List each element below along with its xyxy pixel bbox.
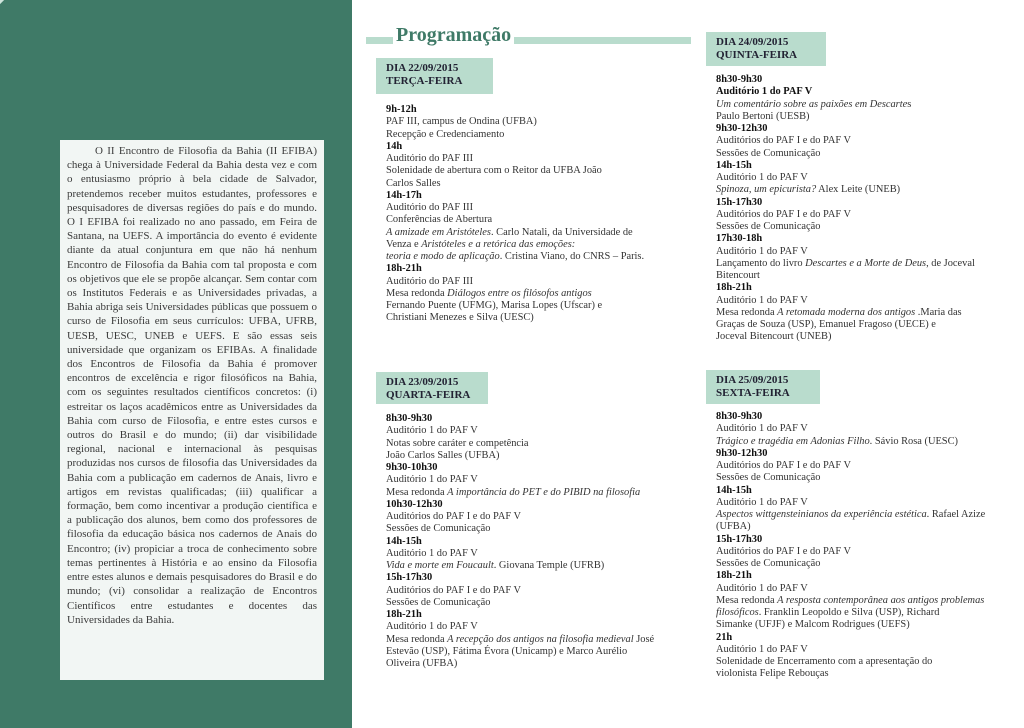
activity: Carlos Salles bbox=[386, 177, 441, 189]
day-schedule-25 bbox=[716, 411, 996, 681]
day-date: DIA 25/09/2015 bbox=[716, 374, 789, 386]
time-slot: 15h-17h30 bbox=[716, 533, 763, 545]
day-schedule-22 bbox=[386, 104, 666, 325]
location: Auditório 1 do PAF V bbox=[716, 496, 808, 508]
day-header-25 bbox=[706, 370, 820, 404]
day-weekday: QUINTA-FEIRA bbox=[716, 49, 798, 61]
activity-line bbox=[716, 184, 996, 196]
speaker: Alex Leite (UNEB) bbox=[816, 184, 901, 196]
activity-line bbox=[716, 595, 996, 607]
activity-line bbox=[716, 509, 996, 521]
time-slot: 14h-17h bbox=[386, 189, 422, 201]
talk-title: A resposta contemporânea aos antigos problemas bbox=[777, 594, 985, 606]
time-slot: 18h-21h bbox=[716, 282, 752, 294]
time-slot: 21h bbox=[716, 631, 733, 643]
speaker: (UFBA) bbox=[716, 521, 751, 533]
activity: Sessões de Comunicação bbox=[386, 596, 491, 608]
talk-title: filosóficos bbox=[716, 607, 759, 618]
day-date: DIA 24/09/2015 bbox=[716, 36, 789, 48]
location: Auditórios do PAF I e do PAF V bbox=[716, 460, 852, 471]
talk-title: Diálogos entre os filósofos antigos bbox=[447, 287, 592, 299]
location: Auditório do PAF III bbox=[386, 275, 474, 287]
activity-line bbox=[386, 634, 666, 646]
speaker: José bbox=[633, 633, 655, 645]
activity: Sessões de Comunicação bbox=[386, 523, 491, 535]
location: Auditório 1 do PAF V bbox=[716, 643, 808, 655]
speakers: Joceval Bitencourt (UNEB) bbox=[716, 331, 832, 343]
time-slot: 15h-17h30 bbox=[386, 572, 433, 584]
speakers: Oliveira (UFBA) bbox=[386, 658, 458, 669]
activity-line bbox=[386, 487, 666, 499]
talk-title: Aspectos wittgensteinianos da experiência estética bbox=[716, 509, 927, 520]
activity: Solenidade de abertura com o Reitor da UFBA João bbox=[386, 165, 602, 177]
location: Auditórios do PAF I e do PAF V bbox=[386, 584, 522, 596]
speakers: Simanke (UFJF) e Malcom Rodrigues (UEFS) bbox=[716, 619, 910, 631]
time-slot: 14h-15h bbox=[386, 535, 422, 547]
decorative-stripe bbox=[0, 0, 76, 27]
talk-title: Vida e morte em Foucault bbox=[386, 560, 494, 571]
time-slot: 9h-12h bbox=[386, 104, 417, 115]
time-slot: 18h-21h bbox=[386, 609, 422, 620]
speakers: Graças de Souza (USP), Emanuel Fragoso (UECE) e bbox=[716, 319, 936, 330]
speaker: . Rafael Azize bbox=[926, 509, 986, 520]
location: Auditórios do PAF I e do PAF V bbox=[716, 208, 852, 220]
talk-title: Um comentário sobre as paixões em Descarte bbox=[716, 98, 908, 110]
activity-line bbox=[716, 436, 996, 448]
location: Auditórios do PAF I e do PAF V bbox=[716, 135, 852, 147]
location: Auditórios do PAF I e do PAF V bbox=[716, 545, 852, 557]
talk-title: Aristóteles e a retórica das emoções: bbox=[421, 238, 576, 250]
day-weekday: TERÇA-FEIRA bbox=[386, 75, 463, 87]
activity-line bbox=[386, 560, 666, 572]
activity: Notas sobre caráter e competência bbox=[386, 437, 529, 449]
location: Auditório 1 do PAF V bbox=[386, 425, 478, 437]
location: Auditórios do PAF I e do PAF V bbox=[386, 511, 522, 522]
activity: Conferências de Abertura bbox=[386, 214, 493, 226]
speakers: Christiani Menezes e Silva (UESC) bbox=[386, 312, 534, 324]
speakers: . Franklin Leopoldo e Silva (USP), Richard bbox=[758, 607, 940, 618]
time-slot: 18h-21h bbox=[386, 263, 422, 275]
day-header-23 bbox=[376, 372, 488, 404]
day-schedule-24 bbox=[716, 74, 996, 344]
day-weekday: QUARTA-FEIRA bbox=[386, 389, 471, 401]
talk-title: Spinoza, um epicurista? bbox=[716, 184, 817, 196]
speaker: . Sávio Rosa (UESC) bbox=[869, 435, 958, 447]
location: Auditório 1 do PAF V bbox=[386, 621, 478, 633]
intro-text: O II Encontro de Filosofia da Bahia (II EFIBA) chega à Universidade Federal da Bahia desta vez e com o entusiasmo próprio à bela cidade de Salvador, pretendemos receber muitos estudantes, professores e pesquisadores de diversas regiões do país e do mundo. O I EFIBA foi realizado no ano passado, em Feira de Santana, na UEFS. A importância do evento é evidente diante da atual conjuntura em que não há nenhum Encontro de Filosofia da Bahia com tal proposta e com os objetivos que ele se propõe alcançar. Sem contar com os Institutos Federais e as Universidades privadas, a Bahia abriga seis Universidades públicas que possuem o curso de Filosofia em seus currículos: UFBA, UFRB, UESB, UESC, UNEB e UEFS. E são essas seis universidade que organizam os EFIBAs. A finalidade dos Encontros de Filosofia da Bahia é promover encontros de excelência e rigor filosóficos na Bahia, com os seguintes resultados científicos concretos: (i) estreitar os laços acadêmicos entre as Universidades da Bahia com curso de Filosofia, e entre estes cursos e outros do Brasil e do mundo; (ii) dar visibilidade regional, nacional e internacional às pesquisas produzidas nos cursos de filosofia das Universidades da Bahia com a publicação em cadernos de Anais, livro e artigos em revistas qualificadas; (iii) qualificar a formação, bem como incentivar a produção científica e a publicação dos alunos, bem como dos professores de filosofia da educação básica nos cadernos de Anais do Encontro; (iv) propiciar a troca de conhecimento sobre temas pertinentes à História e ao ensino da Filosofia entre estes alunos e demais pesquisadores do Brasil e do mundo; (vi) consolidar a realização de Encontros Científicos entre estudantes e docentes das Universidades da Bahia. bbox=[60, 140, 324, 680]
activity-line bbox=[386, 251, 666, 263]
session-type: Mesa redonda bbox=[716, 306, 778, 318]
left-panel bbox=[0, 0, 352, 728]
speaker: , de Joceval bbox=[926, 257, 975, 269]
activity: Solenidade de Encerramento com a apresentação do bbox=[716, 656, 933, 667]
speaker: . Giovana Temple (UFRB) bbox=[493, 560, 605, 571]
time-slot: 15h-17h30 bbox=[716, 196, 763, 208]
time-slot: 8h30-9h30 bbox=[386, 413, 433, 424]
day-header-22 bbox=[376, 58, 493, 94]
speakers: Fernando Puente (UFMG), Marisa Lopes (Ufscar) e bbox=[386, 300, 603, 311]
activity-line bbox=[386, 288, 666, 300]
speaker: . Cristina Viano, do CNRS – Paris. bbox=[499, 251, 645, 262]
activity-line bbox=[716, 307, 996, 319]
location: PAF III, campus de Ondina (UFBA) bbox=[386, 116, 537, 128]
location: Auditório do PAF III bbox=[386, 202, 474, 213]
location: Auditório 1 do PAF V bbox=[716, 582, 808, 594]
activity: violonista Felipe Rebouças bbox=[716, 668, 829, 680]
day-date: DIA 22/09/2015 bbox=[386, 62, 459, 74]
speaker: . Carlo Natali, da Universidade de bbox=[490, 226, 633, 238]
location: Auditório do PAF III bbox=[386, 153, 474, 164]
time-slot: 10h30-12h30 bbox=[386, 498, 443, 510]
location: Auditório 1 do PAF V bbox=[716, 172, 808, 183]
activity: Sessões de Comunicação bbox=[716, 558, 821, 569]
activity-line bbox=[716, 607, 996, 619]
session-type: Mesa redonda bbox=[386, 287, 448, 299]
location: Auditório 1 do PAF V bbox=[386, 474, 478, 486]
time-slot: 8h30-9h30 bbox=[716, 74, 763, 85]
session-type: Mesa redonda bbox=[386, 486, 448, 498]
time-slot: 14h-15h bbox=[716, 484, 752, 496]
activity: Recepção e Credenciamento bbox=[386, 128, 505, 140]
location: Auditório 1 do PAF V bbox=[716, 423, 808, 435]
talk-title: teoria e modo de aplicação bbox=[386, 251, 500, 262]
session-type: Mesa redonda bbox=[386, 633, 448, 645]
day-header-24 bbox=[706, 32, 826, 66]
time-slot: 8h30-9h30 bbox=[716, 411, 763, 422]
activity-line bbox=[386, 239, 666, 251]
day-schedule-23 bbox=[386, 413, 666, 670]
talk-title: A recepção dos antigos na filosofia medieval bbox=[447, 633, 634, 645]
talk-title: A retomada moderna dos antigos bbox=[777, 306, 916, 318]
location: Auditório 1 do PAF V bbox=[716, 245, 808, 257]
page-title: Programação bbox=[393, 24, 514, 47]
location: Auditório 1 do PAF V bbox=[716, 86, 813, 98]
day-weekday: SEXTA-FEIRA bbox=[716, 387, 790, 399]
activity: Sessões de Comunicação bbox=[716, 147, 821, 159]
time-slot: 9h30-12h30 bbox=[716, 123, 768, 134]
speaker: João Carlos Salles (UFBA) bbox=[386, 449, 500, 461]
talk-title-suffix: s bbox=[907, 98, 912, 110]
activity: Sessões de Comunicação bbox=[716, 221, 821, 232]
speaker: Venza e bbox=[386, 238, 422, 250]
book-title: Descartes e a Morte de Deus bbox=[805, 257, 927, 269]
activity: Sessões de Comunicação bbox=[716, 472, 821, 484]
session-type: Lançamento do livro bbox=[716, 257, 806, 269]
talk-title: A amizade em Aristóteles bbox=[386, 226, 491, 238]
time-slot: 9h30-10h30 bbox=[386, 462, 438, 473]
activity-line bbox=[386, 227, 666, 239]
activity-line bbox=[716, 258, 996, 270]
time-slot: 18h-21h bbox=[716, 570, 752, 582]
talk-title: A importância do PET e do PIBID na filosofia bbox=[447, 486, 641, 498]
speaker: Bitencourt bbox=[716, 270, 760, 281]
session-type: Mesa redonda bbox=[716, 594, 778, 606]
talk-title: Trágico e tragédia em Adonias Filho bbox=[716, 435, 870, 447]
speaker: .Maria das bbox=[915, 306, 962, 318]
time-slot: 14h-15h bbox=[716, 159, 752, 171]
activity-line bbox=[716, 99, 996, 111]
location: Auditório 1 do PAF V bbox=[386, 547, 478, 559]
speakers: Estevão (USP), Fátima Évora (Unicamp) e Marco Aurélio bbox=[386, 645, 628, 657]
time-slot: 17h30-18h bbox=[716, 233, 763, 245]
day-date: DIA 23/09/2015 bbox=[386, 376, 459, 388]
time-slot: 14h bbox=[386, 140, 403, 152]
speaker: Paulo Bertoni (UESB) bbox=[716, 110, 810, 122]
time-slot: 9h30-12h30 bbox=[716, 447, 768, 459]
location: Auditório 1 do PAF V bbox=[716, 294, 808, 306]
